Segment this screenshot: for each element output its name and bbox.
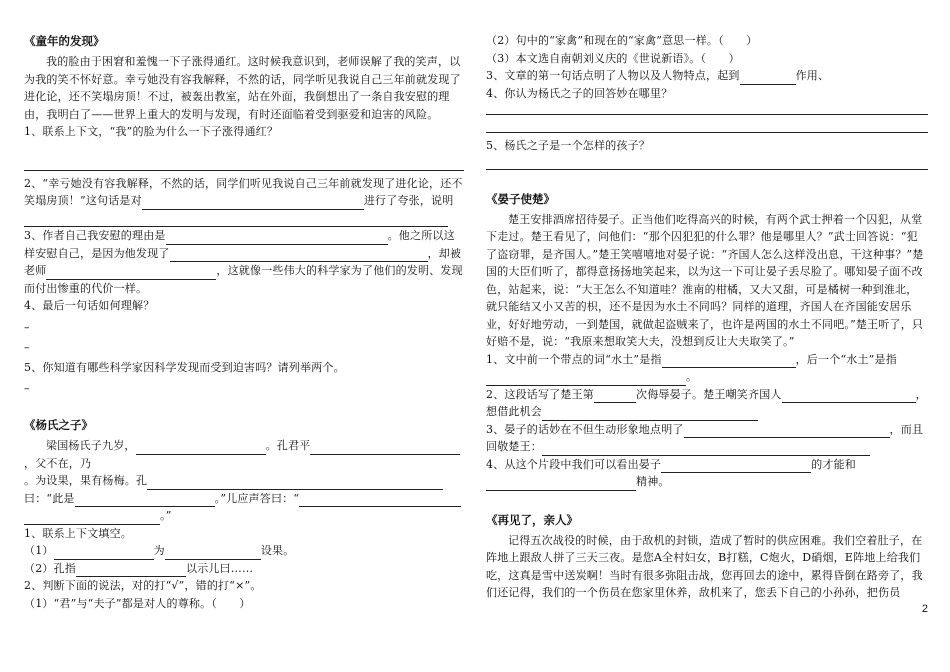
question-4: 4、你认为杨氏之子的回答妙在哪里？ <box>486 86 673 100</box>
answer-blank[interactable] <box>165 547 261 560</box>
answer-blank[interactable] <box>542 408 758 421</box>
question-2-part-2: （2）句中的“家禽”和现在的“家禽”意思一样。（ ） <box>486 34 758 47</box>
answer-blank[interactable] <box>662 355 796 368</box>
passage-yanzi-shi-chu: 楚王安排酒席招待晏子。正当他们吃得高兴的时候，有两个武士押着一个囚犯，从堂下走过。楚王看见了，问他们：“那个囚犯犯的什么罪？他是哪里人？”武士回答说：“犯了盗窃罪，是齐国人。”楚王笑嘻嘻地对晏子说：“齐国人怎么这样没出息，干这种事？”楚国的大臣们听了，都得意扬扬地笑起来，以为这一下可让晏子丢尽脸了。哪知晏子面不改色，站起来，说：“大王怎么不知道哇？淮南的柑橘，又大又甜，可是橘树一种到淮北，就只能结又小又苦的枳，还不是因为水土不同吗？同样的道理，齐国人在齐国能安居乐业，好好地劳动，一到楚国，就做起盗贼来了，也许是两国的水土不同吧。”楚王听了，只好赔不是，说：“我原来想取笑大夫，没想到反让大夫取笑了。” <box>486 212 924 348</box>
answer-blank[interactable] <box>142 197 364 210</box>
question-2: 2、“幸亏她没有容我解释，不然的话，同学们听见我说自己三年前就发现了进化论，还不笑塌房顶！”这句话是对 进行了夸张，说明 <box>24 175 464 228</box>
classical-text-line-2: 。为设果，果有杨梅。孔 <box>24 472 464 490</box>
dash-mark: – <box>24 382 30 395</box>
answer-blank[interactable] <box>310 442 460 455</box>
section-title-goodbye-relatives: 《再见了，亲人》 <box>486 512 578 527</box>
answer-blank[interactable] <box>46 267 216 280</box>
answer-blank[interactable] <box>24 214 448 227</box>
section-title-childhood-discovery: 《童年的发现》 <box>24 34 105 48</box>
question-4: 4、从这个片段中我们可以看出晏子 的才能和精神。 <box>486 456 928 491</box>
right-column <box>486 32 928 602</box>
question-1: 1、联系上下文，“我”的脸为什么一下子涨得通红？ <box>24 125 279 138</box>
answer-line[interactable] <box>486 102 928 115</box>
question-2: 2、这段话写了楚王第 次侮辱晏子。楚王嘲笑齐国人 ，想借此机会 <box>486 386 928 421</box>
question-5: 5、杨氏之子是一个怎样的孩子？ <box>486 139 650 152</box>
answer-blank[interactable] <box>76 564 186 577</box>
answer-blank[interactable] <box>684 425 890 438</box>
dash-mark: – <box>24 340 30 354</box>
answer-blank[interactable] <box>147 477 443 490</box>
left-column <box>24 34 464 612</box>
answer-blank[interactable] <box>54 547 154 560</box>
question-1-part-1: （1） 为 设果。 <box>24 542 464 560</box>
answer-blank[interactable] <box>24 512 160 525</box>
question-3: 3、作者自己我安慰的理由是 。他之所以这样安慰自己，是因为他发现了 ，却被老师 ，这就像一些伟大的科学家为了他们的发明、发现而付出惨重的代价一样。 <box>24 229 463 295</box>
question-1-part-2: （2）孔指 以示儿曰…… <box>24 560 464 578</box>
page-number: 2 <box>921 603 928 615</box>
answer-blank[interactable] <box>594 390 636 403</box>
question-3: 3、晏子的话妙在不但生动形象地点明了 ，而且回敬楚王： <box>486 421 928 456</box>
question-2: 2、判断下面的说法，对的打“√”，错的打“×”。 <box>24 579 262 592</box>
dash-mark: – <box>24 320 30 334</box>
answer-blank[interactable] <box>75 494 215 507</box>
answer-blank[interactable] <box>661 460 811 473</box>
question-2-part-3: （3）本文选自南朝刘义庆的《世说新语》。（ ） <box>486 51 740 65</box>
section-title-yanzi-shi-chu: 《晏子使楚》 <box>486 191 555 206</box>
question-5: 5、你知道有哪些科学家因科学发现而受到迫害吗？请列举两个。 <box>24 360 345 374</box>
question-1: 1、文中前一个带点的词“水土”是指 ，后一个“水土”是指。 <box>486 351 928 386</box>
section-title-yang-shi-zhi-zi: 《杨氏之子》 <box>24 418 93 432</box>
answer-blank[interactable] <box>136 442 266 455</box>
answer-blank[interactable] <box>486 373 686 386</box>
answer-blank[interactable] <box>542 443 870 456</box>
answer-line[interactable] <box>486 155 928 170</box>
question-3: 3、文章的第一句话点明了人物以及人物特点，起到 作用、 <box>486 67 928 85</box>
answer-blank[interactable] <box>299 494 461 507</box>
answer-line[interactable] <box>24 155 464 171</box>
question-2-part-1: （1）“君”与“夫子”都是对人的尊称。（ ） <box>24 596 251 610</box>
passage-childhood-discovery: 我的脸由于困窘和羞愧一下子涨得通红。这时候我意识到，老师误解了我的笑声，以为我的笑不怀好意。幸亏她没有容我解释，不然的话，同学听见我说自己三年前就发现了进化论，还不笑塌房顶！不过，被轰出教室，站在外面，我倒想出了一条自我安慰的理由，我明白了——世界上重大的发明与发现，有时还面临着受到驱爱和迫害的风险。 <box>24 55 461 121</box>
answer-blank[interactable] <box>782 390 916 403</box>
classical-text-line-1: 梁国杨氏子九岁， 。孔君平，父不在，乃 <box>24 437 464 472</box>
question-4: 4、最后一句话如何理解？ <box>24 299 155 312</box>
answer-blank[interactable] <box>486 478 636 491</box>
answer-blank[interactable] <box>740 72 796 85</box>
answer-blank[interactable] <box>166 232 388 245</box>
question-1: 1、联系上下文填空。 <box>24 526 132 540</box>
answer-blank[interactable] <box>170 249 428 262</box>
passage-goodbye-relatives: 记得五次战役的时候，由于敌机的封锁，造成了暂时的供应困难。我们空着肚子，在阵地上跟敌人拼了三天三夜。是您A全村妇女，B打糕，C炮火，D硝烟，E阵地上给我们吃，这真是雪中送炭啊！当时有很多弥阻击战，您再回去的途中，累得昏倒在路旁了，我们还记得，我们的一个伤员在您家里休养，敌机来了，您丢下自己的小孙孙，把伤员 <box>486 533 923 599</box>
classical-text-line-3: 曰：“此是 。”儿应声答曰：“ <box>24 490 464 508</box>
answer-line[interactable] <box>486 115 928 133</box>
classical-text-line-4: 。” <box>24 507 464 525</box>
